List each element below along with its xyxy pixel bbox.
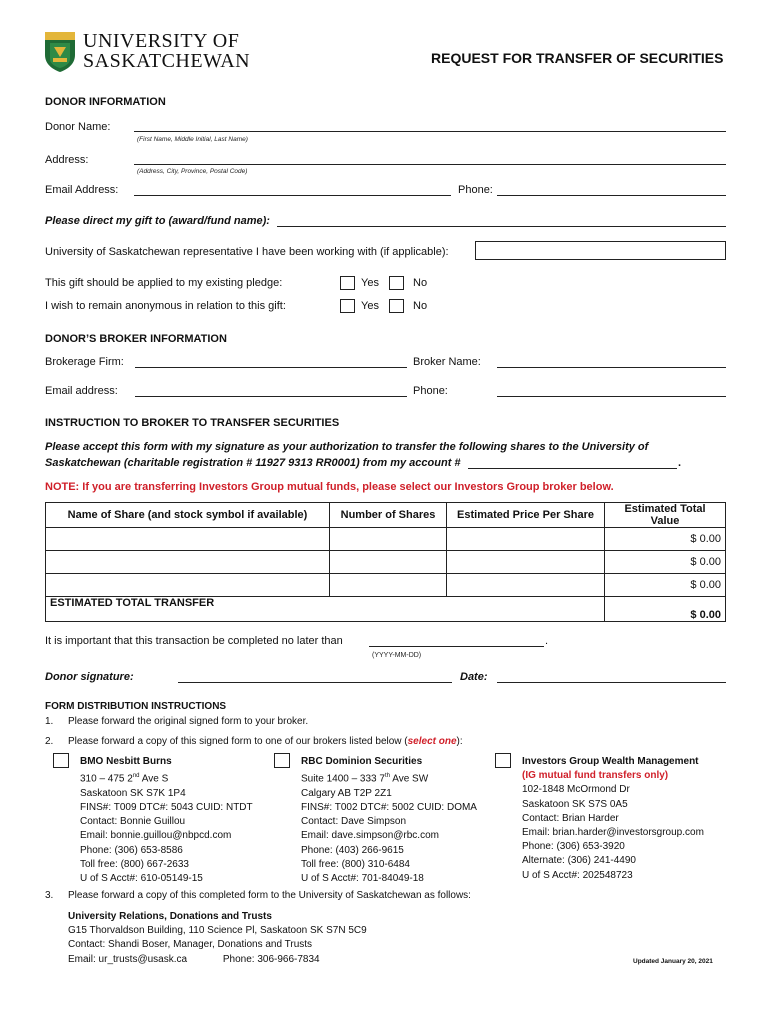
broker-line: Toll free: (800) 310-6484 — [301, 858, 410, 870]
representative-label: University of Saskatchewan representative I have been working with (if applicable): — [45, 246, 449, 258]
bmo-checkbox[interactable] — [53, 753, 69, 768]
donor-section-title: DONOR INFORMATION — [45, 96, 166, 108]
phone-label: Phone: — [458, 184, 493, 196]
broker-line: Phone: (306) 653-3920 — [522, 841, 625, 853]
table-header-row — [46, 503, 726, 528]
broker-line: Saskatoon SK S7S 0A5 — [522, 798, 628, 810]
uofs-contact-person: Contact: Shandi Boser, Manager, Donations and Trusts — [68, 939, 313, 951]
step2-select-one: select one — [407, 736, 457, 747]
pledge-no-label: No — [413, 277, 428, 289]
instruction-line2-end: . — [678, 457, 682, 469]
broker-rbc — [301, 755, 477, 886]
share-name-cell[interactable] — [46, 574, 330, 597]
account-number-field[interactable] — [468, 468, 677, 469]
step-number: 1. — [45, 716, 54, 727]
uofs-address: G15 Thorvaldson Building, 110 Science Pl, Saskatoon SK S7N 5C9 — [68, 925, 367, 937]
broker-line: FINS#: T002 DTC#: 5002 CUID: DOMA — [301, 801, 477, 813]
step2-end: ): — [456, 736, 463, 747]
broker-section-title: DONOR’S BROKER INFORMATION — [45, 333, 227, 345]
broker-phone-field[interactable] — [497, 396, 726, 397]
table-header: Estimated Price Per Share — [447, 503, 605, 528]
address-caption: (Address, City, Province, Postal Code) — [137, 168, 248, 175]
instruction-line2: Saskatchewan (charitable registration # 11927 9313 RR0001) from my account # — [45, 457, 461, 469]
broker-investors-group — [522, 755, 704, 883]
instruction-section-title: INSTRUCTION TO BROKER TO TRANSFER SECURITIES — [45, 417, 340, 429]
signature-field[interactable] — [178, 682, 452, 683]
share-count-cell[interactable] — [330, 528, 447, 551]
phone-field[interactable] — [497, 195, 726, 196]
uofs-email: Email: ur_trusts@usask.ca — [68, 953, 188, 965]
university-name-line1: UNIVERSITY OF — [83, 30, 240, 52]
share-price-cell[interactable] — [447, 551, 605, 574]
email-label: Email Address: — [45, 184, 119, 196]
form-title: REQUEST FOR TRANSFER OF SECURITIES — [431, 50, 724, 66]
broker-line: Email: brian.harder@investorsgroup.com — [522, 827, 704, 839]
broker-line: Phone: (306) 653-8586 — [80, 844, 183, 856]
broker-email-label: Email address: — [45, 385, 118, 397]
broker-line: Suite 1400 – 333 7th Ave SW — [301, 773, 429, 785]
table-header: Number of Shares — [330, 503, 447, 528]
uofs-name: University Relations, Donations and Trusts — [68, 911, 272, 922]
step2-text — [68, 736, 463, 747]
broker-line: Contact: Brian Harder — [522, 812, 619, 824]
broker-line: 310 – 475 2nd Ave S — [80, 773, 169, 785]
table-row — [46, 574, 726, 597]
email-field[interactable] — [134, 195, 451, 196]
university-name-line2: SASKATCHEWAN — [83, 50, 251, 72]
step1-text: Please forward the original signed form to your broker. — [68, 716, 309, 727]
broker-line: Email: bonnie.guillou@nbpcd.com — [80, 830, 232, 842]
completion-date-field[interactable] — [369, 646, 544, 647]
date-format-caption: (YYYY-MM-DD) — [372, 652, 422, 659]
uofs-contact — [68, 910, 367, 967]
broker-name: BMO Nesbitt Burns — [80, 756, 172, 767]
broker-name: Investors Group Wealth Management — [522, 756, 699, 767]
anonymous-label: I wish to remain anonymous in relation to this gift: — [45, 300, 286, 312]
broker-name-label: Broker Name: — [413, 356, 481, 368]
broker-name-field[interactable] — [497, 367, 726, 368]
broker-name: RBC Dominion Securities — [301, 756, 423, 767]
broker-line: Saskatoon SK S7K 1P4 — [80, 787, 186, 799]
donor-name-label: Donor Name: — [45, 121, 111, 133]
broker-line: Phone: (403) 266-9615 — [301, 844, 404, 856]
gift-direction-label: Please direct my gift to (award/fund name): — [45, 215, 270, 227]
updated-date: Updated January 20, 2021 — [633, 958, 713, 965]
date-label: Date: — [460, 671, 488, 683]
pledge-no-checkbox[interactable] — [389, 276, 404, 290]
representative-field[interactable] — [475, 241, 726, 260]
total-transfer-value: $ 0.00 — [605, 597, 726, 622]
broker-email-field[interactable] — [135, 396, 407, 397]
total-value-cell: $ 0.00 — [605, 574, 726, 597]
completion-text: It is important that this transaction be completed no later than — [45, 635, 343, 647]
address-field[interactable] — [134, 164, 726, 165]
share-name-cell[interactable] — [46, 528, 330, 551]
table-row — [46, 551, 726, 574]
donor-name-caption: (First Name, Middle Initial, Last Name) — [137, 136, 248, 143]
uofs-email-phone — [68, 953, 367, 967]
pledge-yes-label: Yes — [361, 277, 379, 289]
anonymous-no-checkbox[interactable] — [389, 299, 404, 313]
brokerage-firm-label: Brokerage Firm: — [45, 356, 124, 368]
table-total-row — [46, 597, 726, 622]
shield-icon — [44, 31, 76, 73]
broker-line: Contact: Bonnie Guillou — [80, 816, 186, 828]
broker-line: Toll free: (800) 667-2633 — [80, 858, 189, 870]
signature-label: Donor signature: — [45, 671, 134, 683]
share-count-cell[interactable] — [330, 551, 447, 574]
table-header: Name of Share (and stock symbol if available) — [46, 503, 330, 528]
anonymous-yes-label: Yes — [361, 300, 379, 312]
brokerage-firm-field[interactable] — [135, 367, 407, 368]
pledge-label: This gift should be applied to my existing pledge: — [45, 277, 283, 289]
gift-direction-field[interactable] — [277, 226, 726, 227]
address-label: Address: — [45, 154, 89, 166]
total-transfer-label: ESTIMATED TOTAL TRANSFER — [46, 597, 605, 622]
anonymous-yes-checkbox[interactable] — [340, 299, 355, 313]
share-name-cell[interactable] — [46, 551, 330, 574]
broker-line: U of S Acct#: 701-84049-18 — [301, 872, 424, 884]
step3-text: Please forward a copy of this completed form to the University of Saskatchewan as follows: — [68, 890, 471, 901]
distribution-title: FORM DISTRIBUTION INSTRUCTIONS — [45, 701, 227, 712]
total-value-cell: $ 0.00 — [605, 528, 726, 551]
broker-line: 102-1848 McOrmond Dr — [522, 784, 630, 796]
donor-name-field[interactable] — [134, 131, 726, 132]
broker-line: Calgary AB T2P 2Z1 — [301, 787, 392, 799]
broker-line: Alternate: (306) 241-4490 — [522, 855, 636, 867]
instruction-line1: Please accept this form with my signature as your authorization to transfer the following shares to the University of — [45, 441, 649, 453]
completion-text-end: . — [545, 635, 549, 647]
step-number: 2. — [45, 736, 54, 747]
share-price-cell[interactable] — [447, 574, 605, 597]
step2-main: Please forward a copy of this signed form to one of our brokers listed below ( — [68, 736, 408, 747]
broker-line: U of S Acct#: 202548723 — [522, 869, 633, 881]
share-count-cell[interactable] — [330, 574, 447, 597]
share-price-cell[interactable] — [447, 528, 605, 551]
uofs-phone: Phone: 306-966-7834 — [222, 953, 320, 965]
rbc-checkbox[interactable] — [274, 753, 290, 768]
investors-group-checkbox[interactable] — [495, 753, 511, 768]
broker-line: Contact: Dave Simpson — [301, 816, 407, 828]
table-header: Estimated Total Value — [605, 503, 726, 528]
pledge-yes-checkbox[interactable] — [340, 276, 355, 290]
university-logo — [44, 31, 76, 73]
total-value-cell: $ 0.00 — [605, 551, 726, 574]
table-row — [46, 528, 726, 551]
broker-line: U of S Acct#: 610-05149-15 — [80, 872, 203, 884]
securities-table — [45, 502, 726, 622]
broker-phone-label: Phone: — [413, 385, 448, 397]
broker-bmo — [80, 755, 253, 886]
step-number: 3. — [45, 890, 54, 901]
investors-group-note: NOTE: If you are transferring Investors Group mutual funds, please select our Investors Group broker below. — [45, 481, 614, 493]
date-field[interactable] — [497, 682, 726, 683]
anonymous-no-label: No — [413, 300, 428, 312]
broker-note: (IG mutual fund transfers only) — [522, 770, 669, 782]
broker-line: Email: dave.simpson@rbc.com — [301, 830, 439, 842]
broker-line: FINS#: T009 DTC#: 5043 CUID: NTDT — [80, 801, 253, 813]
